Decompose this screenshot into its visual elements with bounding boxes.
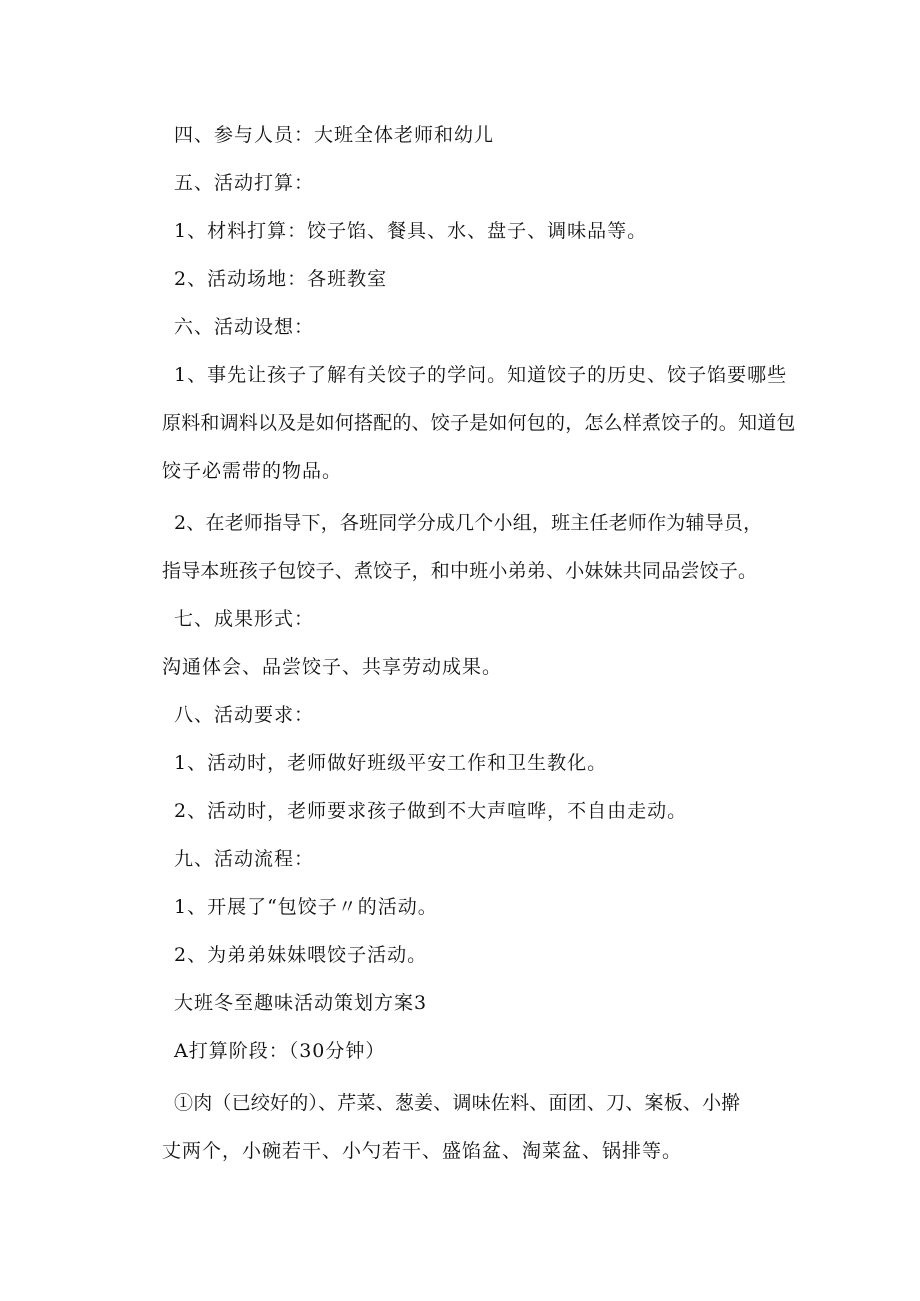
plan-3-stage-a: A打算阶段：（30分钟） bbox=[174, 1040, 386, 1062]
plan-3-materials-line-1: ①肉（已绞好的）、芹菜、葱姜、调味佐料、面团、刀、案板、小擀 bbox=[174, 1092, 741, 1114]
section-6-heading: 六、活动设想： bbox=[174, 316, 315, 338]
section-6-item-1-line-3: 饺子必需带的物品。 bbox=[162, 460, 343, 482]
section-9-heading: 九、活动流程： bbox=[174, 848, 315, 870]
section-6-item-2-line-1: 2、在老师指导下，各班同学分成几个小组，班主任老师作为辅导员， bbox=[174, 512, 763, 534]
section-6-item-1-line-1: 1、事先让孩子了解有关饺子的学问。知道饺子的历史、饺子馅要哪些 bbox=[174, 364, 788, 386]
section-8-item-1: 1、活动时，老师做好班级平安工作和卫生教化。 bbox=[174, 752, 608, 774]
plan-3-materials-line-2: 丈两个，小碗若干、小勺若干、盛馅盆、淘菜盆、锅排等。 bbox=[162, 1140, 683, 1162]
section-6-item-1-line-2: 原料和调料以及是如何搭配的、饺子是如何包的，怎么样煮饺子的。知道包 bbox=[162, 412, 796, 434]
section-5-heading: 五、活动打算： bbox=[174, 172, 315, 194]
section-5-item-1: 1、材料打算：饺子馅、餐具、水、盘子、调味品等。 bbox=[174, 220, 648, 242]
section-4-participants: 四、参与人员：大班全体老师和幼儿 bbox=[174, 124, 495, 146]
section-8-item-2: 2、活动时，老师要求孩子做到不大声喧哗，不自由走动。 bbox=[174, 800, 688, 822]
section-7-content: 沟通体会、品尝饺子、共享劳动成果。 bbox=[162, 656, 503, 678]
section-6-item-2-line-2: 指导本班孩子包饺子、煮饺子，和中班小弟弟、小妹妹共同品尝饺子。 bbox=[162, 560, 758, 582]
plan-3-title: 大班冬至趣味活动策划方案3 bbox=[174, 992, 428, 1014]
section-9-item-2: 2、为弟弟妹妹喂饺子活动。 bbox=[174, 944, 428, 966]
section-8-heading: 八、活动要求： bbox=[174, 704, 315, 726]
section-7-heading: 七、成果形式： bbox=[174, 608, 315, 630]
section-5-item-2: 2、活动场地：各班教室 bbox=[174, 268, 388, 290]
section-9-item-1: 1、开展了“包饺子〃的活动。 bbox=[174, 896, 438, 918]
